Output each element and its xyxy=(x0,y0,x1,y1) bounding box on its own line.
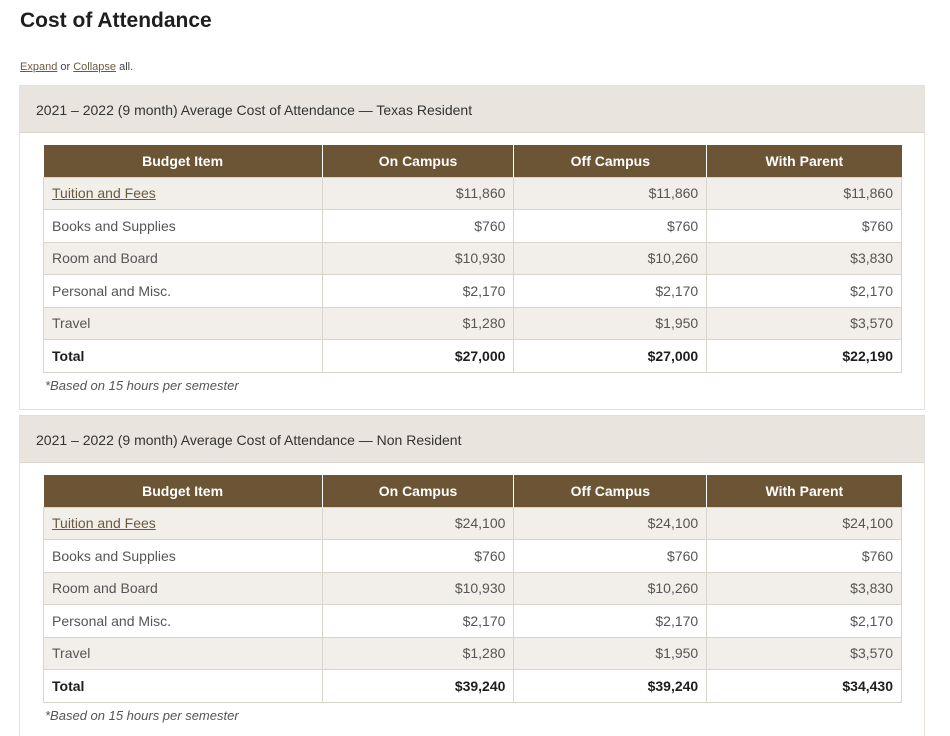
tuition-and-fees-link[interactable]: Tuition and Fees xyxy=(52,515,156,532)
or-text: or xyxy=(57,61,74,73)
off-campus-cell: $24,100 xyxy=(514,507,707,540)
table-header-row xyxy=(44,145,902,177)
table-row xyxy=(44,242,902,275)
table-row xyxy=(44,177,902,210)
with-parent-total: $22,190 xyxy=(707,340,902,373)
column-header-with-parent: With Parent xyxy=(707,475,902,507)
with-parent-total: $34,430 xyxy=(707,670,902,703)
table-row xyxy=(44,275,902,308)
accordion-header-texas-resident[interactable]: 2021 – 2022 (9 month) Average Cost of Attendance — Texas Resident xyxy=(20,86,924,133)
budget-item-cell: Total xyxy=(44,340,323,373)
total-row xyxy=(44,340,902,373)
with-parent-cell: $2,170 xyxy=(707,275,902,308)
column-header-off-campus: Off Campus xyxy=(514,145,707,177)
off-campus-total: $27,000 xyxy=(514,340,707,373)
with-parent-cell: $3,570 xyxy=(707,307,902,340)
on-campus-total: $39,240 xyxy=(322,670,514,703)
expand-collapse-controls xyxy=(20,61,133,73)
off-campus-cell: $760 xyxy=(514,540,707,573)
off-campus-cell: $760 xyxy=(514,210,707,243)
footnote: *Based on 15 hours per semester xyxy=(45,708,239,723)
on-campus-cell: $2,170 xyxy=(322,275,514,308)
accordion-texas-resident xyxy=(19,85,925,410)
table-row xyxy=(44,605,902,638)
on-campus-total: $27,000 xyxy=(322,340,514,373)
budget-item-cell xyxy=(44,507,323,540)
on-campus-cell: $24,100 xyxy=(322,507,514,540)
with-parent-cell: $11,860 xyxy=(707,177,902,210)
with-parent-cell: $24,100 xyxy=(707,507,902,540)
budget-item-cell: Room and Board xyxy=(44,242,323,275)
budget-item-cell: Books and Supplies xyxy=(44,210,323,243)
on-campus-cell: $1,280 xyxy=(322,307,514,340)
column-header-off-campus: Off Campus xyxy=(514,475,707,507)
table-row xyxy=(44,507,902,540)
budget-item-cell: Travel xyxy=(44,307,323,340)
off-campus-cell: $1,950 xyxy=(514,307,707,340)
collapse-all-link[interactable]: Collapse xyxy=(73,61,117,73)
on-campus-cell: $1,280 xyxy=(322,637,514,670)
off-campus-cell: $2,170 xyxy=(514,605,707,638)
table-row xyxy=(44,637,902,670)
cost-table-non-resident xyxy=(43,475,902,703)
budget-item-cell: Travel xyxy=(44,637,323,670)
column-header-budget-item: Budget Item xyxy=(44,475,323,507)
with-parent-cell: $760 xyxy=(707,210,902,243)
on-campus-cell: $10,930 xyxy=(322,572,514,605)
on-campus-cell: $10,930 xyxy=(322,242,514,275)
off-campus-cell: $11,860 xyxy=(514,177,707,210)
accordion-header-non-resident[interactable]: 2021 – 2022 (9 month) Average Cost of Attendance — Non Resident xyxy=(20,416,924,463)
off-campus-cell: $1,950 xyxy=(514,637,707,670)
table-row xyxy=(44,572,902,605)
on-campus-cell: $760 xyxy=(322,210,514,243)
column-header-on-campus: On Campus xyxy=(322,475,514,507)
column-header-budget-item: Budget Item xyxy=(44,145,323,177)
on-campus-cell: $11,860 xyxy=(322,177,514,210)
off-campus-cell: $2,170 xyxy=(514,275,707,308)
accordion-non-resident xyxy=(19,415,925,736)
with-parent-cell: $3,830 xyxy=(707,572,902,605)
table-row xyxy=(44,210,902,243)
table-row xyxy=(44,540,902,573)
page-title: Cost of Attendance xyxy=(20,9,212,32)
budget-item-cell: Personal and Misc. xyxy=(44,275,323,308)
budget-item-cell: Books and Supplies xyxy=(44,540,323,573)
budget-item-cell xyxy=(44,177,323,210)
off-campus-cell: $10,260 xyxy=(514,572,707,605)
expand-all-link[interactable]: Expand xyxy=(20,61,58,73)
total-row xyxy=(44,670,902,703)
budget-item-cell: Personal and Misc. xyxy=(44,605,323,638)
all-text: all. xyxy=(116,61,134,73)
with-parent-cell: $760 xyxy=(707,540,902,573)
cost-table-texas-resident xyxy=(43,145,902,373)
table-header-row xyxy=(44,475,902,507)
footnote: *Based on 15 hours per semester xyxy=(45,378,239,393)
column-header-on-campus: On Campus xyxy=(322,145,514,177)
with-parent-cell: $2,170 xyxy=(707,605,902,638)
table-row xyxy=(44,307,902,340)
on-campus-cell: $760 xyxy=(322,540,514,573)
tuition-and-fees-link[interactable]: Tuition and Fees xyxy=(52,185,156,202)
on-campus-cell: $2,170 xyxy=(322,605,514,638)
off-campus-total: $39,240 xyxy=(514,670,707,703)
budget-item-cell: Room and Board xyxy=(44,572,323,605)
with-parent-cell: $3,830 xyxy=(707,242,902,275)
column-header-with-parent: With Parent xyxy=(707,145,902,177)
with-parent-cell: $3,570 xyxy=(707,637,902,670)
off-campus-cell: $10,260 xyxy=(514,242,707,275)
budget-item-cell: Total xyxy=(44,670,323,703)
